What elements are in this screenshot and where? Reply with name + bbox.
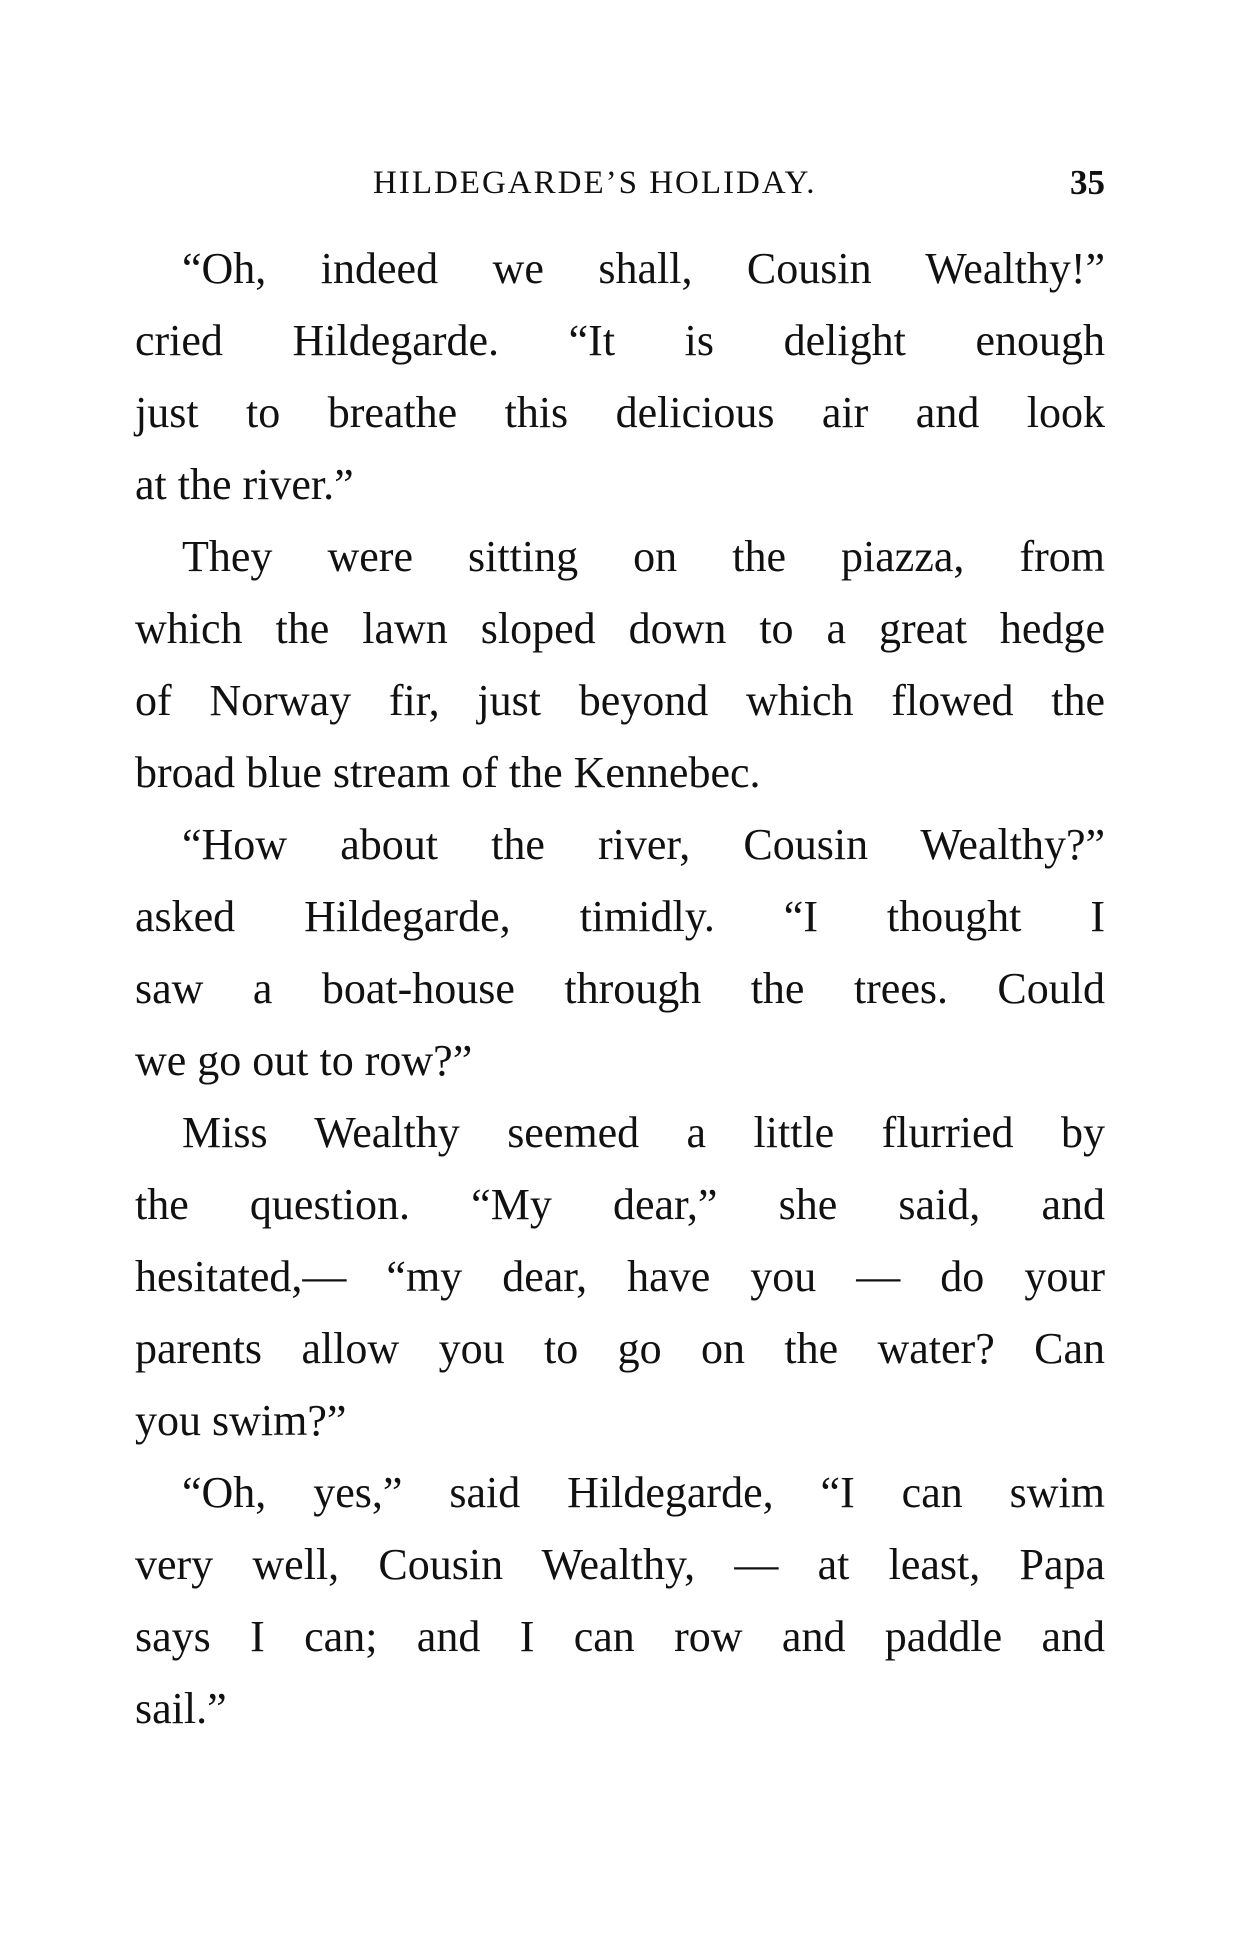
text-line: parents allow you to go on the water? Can: [135, 1324, 1105, 1373]
text-line: saw a boat-house through the trees. Could: [135, 964, 1105, 1013]
text-line: “Oh, yes,” said Hildegarde, “I can swim: [182, 1468, 1105, 1517]
running-header: [135, 158, 1105, 208]
text-line: broad blue stream of the Kennebec.: [135, 748, 761, 797]
text-line: sail.”: [135, 1684, 227, 1733]
paragraph: [135, 809, 1105, 1097]
text-line: says I can; and I can row and paddle and: [135, 1612, 1105, 1661]
paragraph: [135, 521, 1105, 809]
text-line: the question. “My dear,” she said, and: [135, 1180, 1105, 1229]
text-line: which the lawn sloped down to a great hedge: [135, 604, 1105, 653]
paragraph: [135, 1097, 1105, 1457]
text-line: “Oh, indeed we shall, Cousin Wealthy!”: [182, 244, 1105, 293]
text-line: of Norway fir, just beyond which flowed the: [135, 676, 1105, 725]
text-line: just to breathe this delicious air and look: [135, 388, 1105, 437]
text-line: asked Hildegarde, timidly. “I thought I: [135, 892, 1105, 941]
text-line: at the river.”: [135, 460, 354, 509]
text-line: we go out to row?”: [135, 1036, 473, 1085]
text-line: cried Hildegarde. “It is delight enough: [135, 316, 1105, 365]
text-line: Miss Wealthy seemed a little flurried by: [182, 1108, 1105, 1157]
text-line: “How about the river, Cousin Wealthy?”: [182, 820, 1105, 869]
running-title: HILDEGARDE’S HOLIDAY.: [373, 165, 817, 201]
text-line: They were sitting on the piazza, from: [182, 532, 1105, 581]
text-line: you swim?”: [135, 1396, 347, 1445]
body-text: [135, 233, 1105, 1745]
text-line: hesitated,— “my dear, have you — do your: [135, 1252, 1105, 1301]
page-number: 35: [1070, 163, 1105, 202]
paragraph: [135, 233, 1105, 521]
text-line: very well, Cousin Wealthy, — at least, Papa: [135, 1540, 1105, 1589]
paragraph: [135, 1457, 1105, 1745]
